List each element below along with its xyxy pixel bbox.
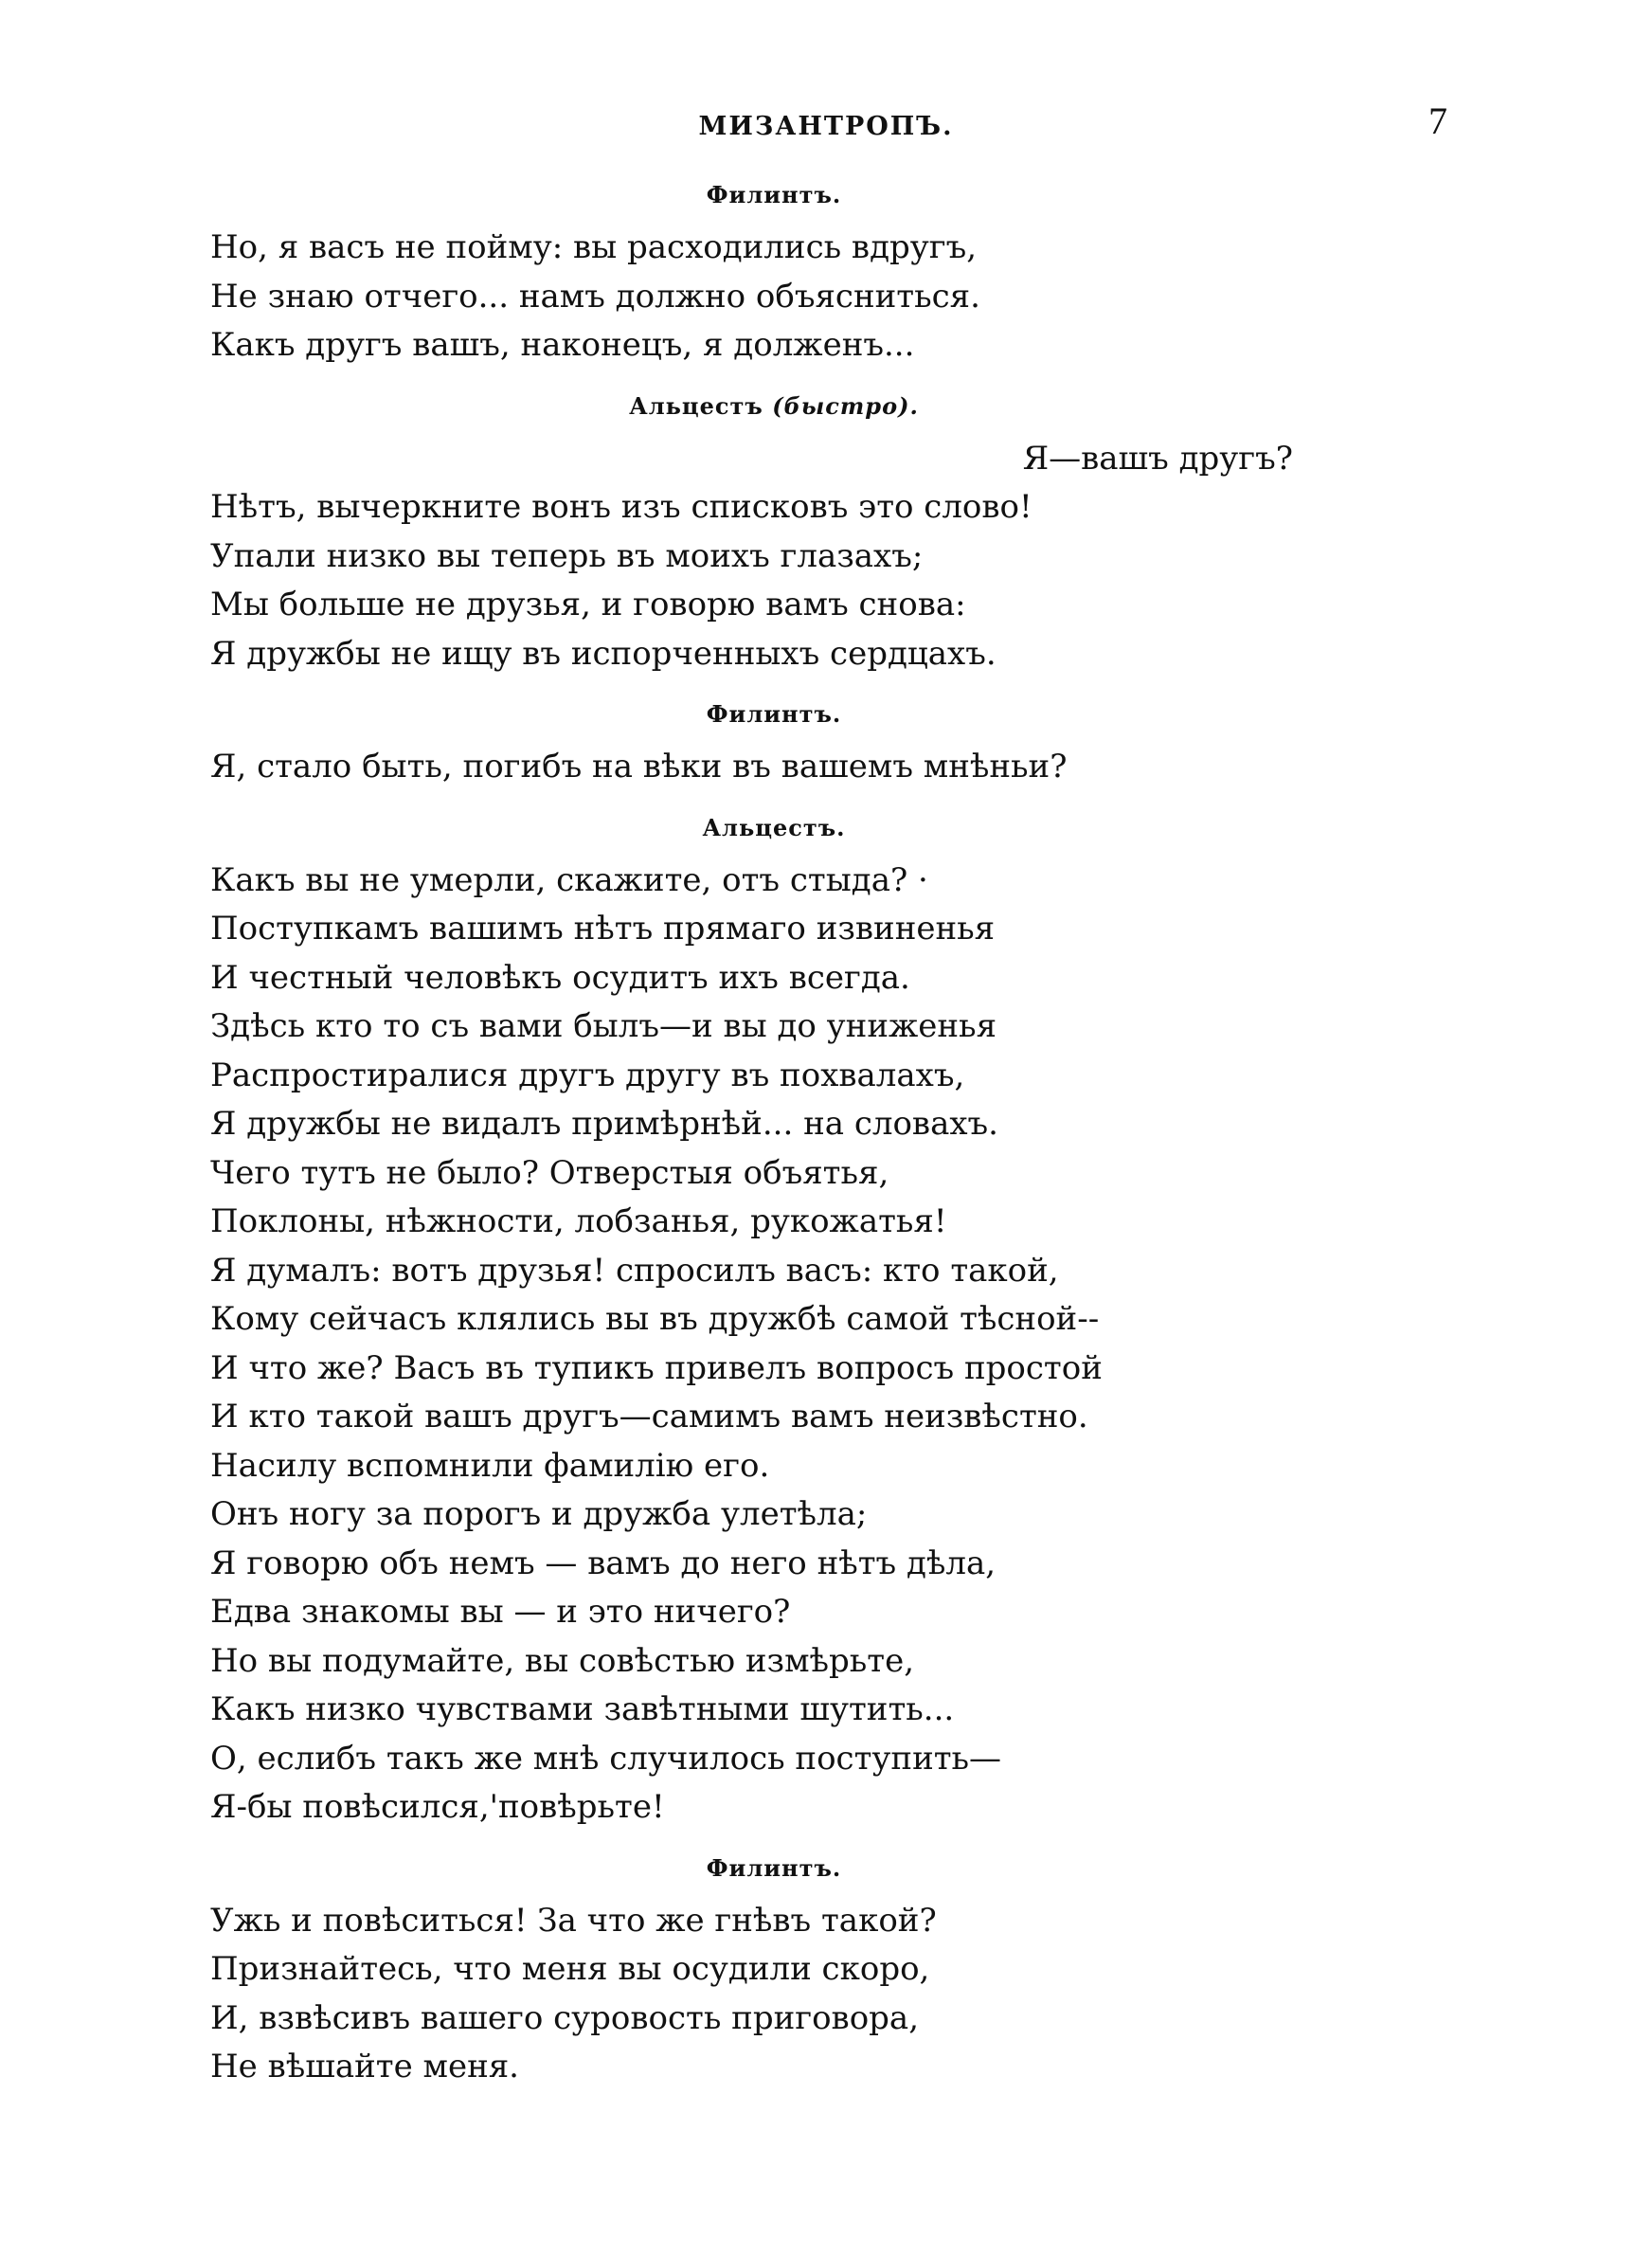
speaker-name: Альцестъ. <box>702 813 846 841</box>
verse-line: Не вѣшайте меня. <box>210 2048 519 2085</box>
verse-line: Я, стало быть, погибъ на вѣки въ вашемъ мнѣньи? <box>210 748 1068 785</box>
running-head-title: МИЗАНТРОПЪ. <box>698 112 954 141</box>
verse-line: Я—вашъ другъ? <box>1022 439 1293 478</box>
stage-direction: (быстро). <box>772 391 919 420</box>
speaker-name: Альцестъ <box>629 391 763 420</box>
verse-line: Едва знакомы вы — и это ничего? <box>210 1593 791 1631</box>
verse-line: Я говорю объ немъ — вамъ до него нѣтъ дѣла, <box>210 1544 997 1582</box>
page-number: 7 <box>1428 99 1447 142</box>
verse-line: И что же? Васъ въ тупикъ привелъ вопросъ простой <box>210 1348 1103 1387</box>
verse-line: Но вы подумайте, вы совѣстью измѣрьте, <box>210 1641 915 1680</box>
speaker-heading <box>210 391 1338 422</box>
verse-line: Какъ вы не умерли, скажите, отъ стыда? · <box>210 860 928 899</box>
verse-line: И честный человѣкъ осудитъ ихъ всегда. <box>210 958 910 997</box>
verse-line: Нѣтъ, вычеркните вонъ изъ списковъ это слово! <box>210 488 1032 526</box>
verse-line: Чего тутъ не было? Отверстыя объятья, <box>210 1153 889 1192</box>
verse-line: Мы больше не друзья, и говорю вамъ снова: <box>210 586 966 623</box>
verse-line: Какъ низко чувствами завѣтными шутить... <box>210 1690 955 1728</box>
verse-line: Здѣсь кто то съ вами былъ—и вы до униженья <box>210 1007 997 1045</box>
verse-line: Какъ другъ вашъ, наконецъ, я долженъ... <box>210 326 915 364</box>
verse-line: Я дружбы не ищу въ испорченныхъ сердцахъ. <box>210 634 997 673</box>
verse-line: Но, я васъ не пойму: вы расходились вдругъ, <box>210 228 978 266</box>
speaker-name: Филинтъ. <box>706 1853 842 1882</box>
verse-line: И кто такой вашъ другъ—самимъ вамъ неизвѣстно. <box>210 1398 1088 1435</box>
verse-line: Не знаю отчего... намъ должно объясниться. <box>210 277 980 316</box>
verse-line: Поклоны, нѣжности, лобзанья, рукожатья! <box>210 1202 947 1240</box>
verse-line: Признайтесь, что меня вы осудили скоро, <box>210 1950 930 1988</box>
verse-line: Распростиралися другъ другу въ похвалахъ, <box>210 1056 965 1094</box>
verse-line: Онъ ногу за порогъ и дружба улетѣла; <box>210 1495 868 1533</box>
verse-line: Кому сейчасъ клялись вы въ дружбѣ самой тѣсной-- <box>210 1300 1100 1338</box>
play-text <box>210 180 1338 2092</box>
verse-line: Ужь и повѣситься! За что же гнѣвъ такой? <box>210 1901 937 1940</box>
verse-line: Я думалъ: вотъ друзья! спросилъ васъ: кто такой, <box>210 1251 1059 1290</box>
verse-line: И, взвѣсивъ вашего суровость приговора, <box>210 1998 919 2037</box>
verse-line: Я-бы повѣсился,'повѣрьте! <box>210 1788 665 1826</box>
verse-line: Упали низко вы теперь въ моихъ глазахъ; <box>210 536 924 575</box>
verse-line: Насилу вспомнили фамилію его. <box>210 1446 770 1485</box>
speaker-name: Филинтъ. <box>706 700 842 728</box>
verse-line: О, еслибъ такъ же мнѣ случилось поступить— <box>210 1739 1002 1778</box>
verse-line: Поступкамъ вашимъ нѣтъ прямаго извиненья <box>210 910 996 948</box>
verse-line: Я дружбы не видалъ примѣрнѣй... на словахъ. <box>210 1105 998 1143</box>
speaker-name: Филинтъ. <box>706 181 842 208</box>
